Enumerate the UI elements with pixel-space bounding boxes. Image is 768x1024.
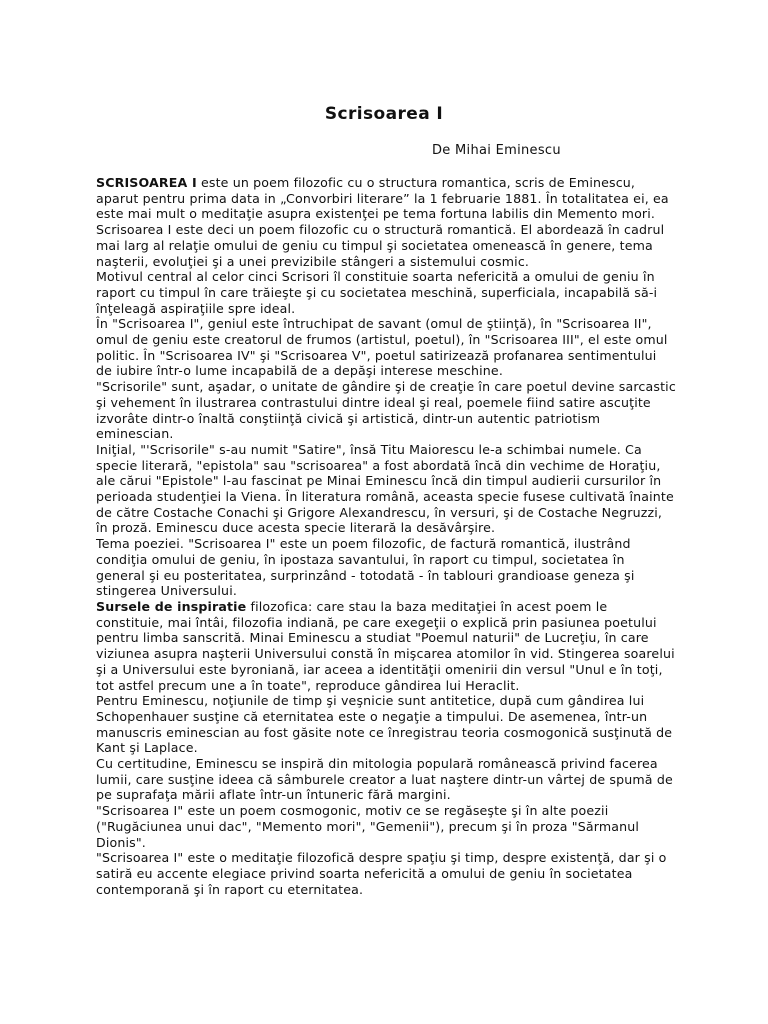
paragraph-2: Scrisoarea I este deci un poem filozofic cu o structură romantică. El abordează în cadrul mai larg al relaţie omului de geniu cu timpul şi societatea omenească în genere, tema naşterii, evoluţiei şi a unei previzibile stângeri a sistemului cosmic.: [96, 222, 665, 269]
paragraph-10: Cu certitudine, Eminescu se inspiră din mitologia populară românească privind facerea lumii, care susţine ideea că sâmburele creator a luat naştere dintr-un vârtej de spumă de pe suprafaţa mării aflate într-un întuneric fără margini.: [96, 756, 673, 803]
paragraph-9: Pentru Eminescu, noţiunile de timp şi veşnicie sunt antitetice, după cum gândirea lui Schopenhauer susţine că eternitatea este o negaţie a timpului. De asemenea, într-un manuscris eminescian au fost găsite note ce înregistrau teoria cosmogonică susţinută de Kant şi Laplace.: [96, 693, 673, 756]
paragraph-8: [96, 599, 676, 693]
document-author: De Mihai Eminescu: [432, 143, 561, 158]
document-title: Scrisoarea I: [324, 104, 444, 124]
paragraph-5: "Scrisorile" sunt, aşadar, o unitate de gândire şi de creaţie în care poetul devine sarcastic şi vehement în ilustrarea contrastului dintre ideal şi real, poemele fiind satire ascuţite izvorâte dintr-o înaltă conştiinţă civică şi artistică, dintr-un autentic patriotism eminescian.: [96, 379, 676, 442]
paragraph-4: În "Scrisoarea I", geniul este întruchipat de savant (omul de ştiinţă), în "Scrisoarea II", omul de geniu este creatorul de frumos (artistul, poetul), în "Scrisoarea III", el este omul politic. În "Scrisoarea IV" şi "Scrisoarea V", poetul satirizează profanarea sentimentului de iubire într-o lume incapabilă de a depăşi interese meschine.: [96, 316, 668, 379]
paragraph-6: Iniţial, "'Scrisorile" s-au numit "Satire", însă Titu Maiorescu le-a schimbai numele. Ca specie literară, "epistola" sau "scrisoarea" a fost abordată încă din vechime de Horaţiu, ale cărui "Epistole" l-au fascinat pe Minai Eminescu încă din timpul audierii cursurilor în perioada studenţiei la Viena. În literatura română, aceasta specie fusese cultivată înainte de către Costache Conachi şi Grigore Alexandrescu, în versuri, şi de Costache Negruzzi, în proză. Eminescu duce acesta specie literară la desăvârşire.: [96, 441, 674, 536]
paragraph-7: Tema poeziei. "Scrisoarea I" este un poem filozofic, de factură romantică, ilustrând condiţia omului de geniu, în ipostaza savantului, în raport cu timpul, societatea în general şi eu posteritatea, surprinzând - totodată - în tablouri grandioase geneza şi stingerea Universului.: [96, 536, 635, 599]
intro-lead: SCRISOAREA I: [96, 175, 197, 190]
paragraph-12: "Scrisoarea I" este o meditaţie filozofică despre spaţiu şi timp, despre existenţă, dar şi o satiră eu accente elegiace privind soarta nefericită a omului de geniu în societatea contemporană şi în raport cu eternitatea.: [96, 850, 667, 897]
paragraph-3: Motivul central al celor cinci Scrisori îl constituie soarta nefericită a omului de geniu în raport cu timpul în care trăieşte şi cu societatea meschină, superficiala, incapabilă să-i înţeleagă aspiraţiile spre ideal.: [96, 269, 658, 316]
document-body: [96, 175, 676, 897]
intro-text: este un poem filozofic cu o structura romantica, scris de Eminescu, aparut pentru prima data in „Convorbiri literare” la 1 februarie 1881. În totalitatea ei, ea este mai mult o meditaţie asupra existenţei pe tema fortuna labilis din Memento mori.: [96, 175, 669, 222]
paragraph-intro: [96, 175, 676, 222]
paragraph-11: "Scrisoarea I" este un poem cosmogonic, motiv ce se regăseşte şi în alte poezii ("Rugăciunea unui dac", "Memento mori", "Gemenii"), precum şi în proza "Sărmanul Dionis".: [96, 803, 640, 850]
inspiration-text: filozofica: care stau la baza meditaţiei în acest poem le constituie, mai întâi, filozofia indiană, pe care exegeţii o explică prin pasiunea poetului pentru limba sanscrită. Minai Eminescu a studiat "Poemul naturii" de Lucreţiu, în care viziunea asupra naşterii Universului constă în mişcarea atomilor în vid. Stingerea soarelui şi a Universului este byroniană, iar aceea a identităţii omenirii din versul "Unul e în toţi, tot astfel precum une a în toate", reproduce gândirea lui Heraclit.: [96, 598, 675, 693]
inspiration-lead: Sursele de inspiratie: [96, 598, 247, 614]
